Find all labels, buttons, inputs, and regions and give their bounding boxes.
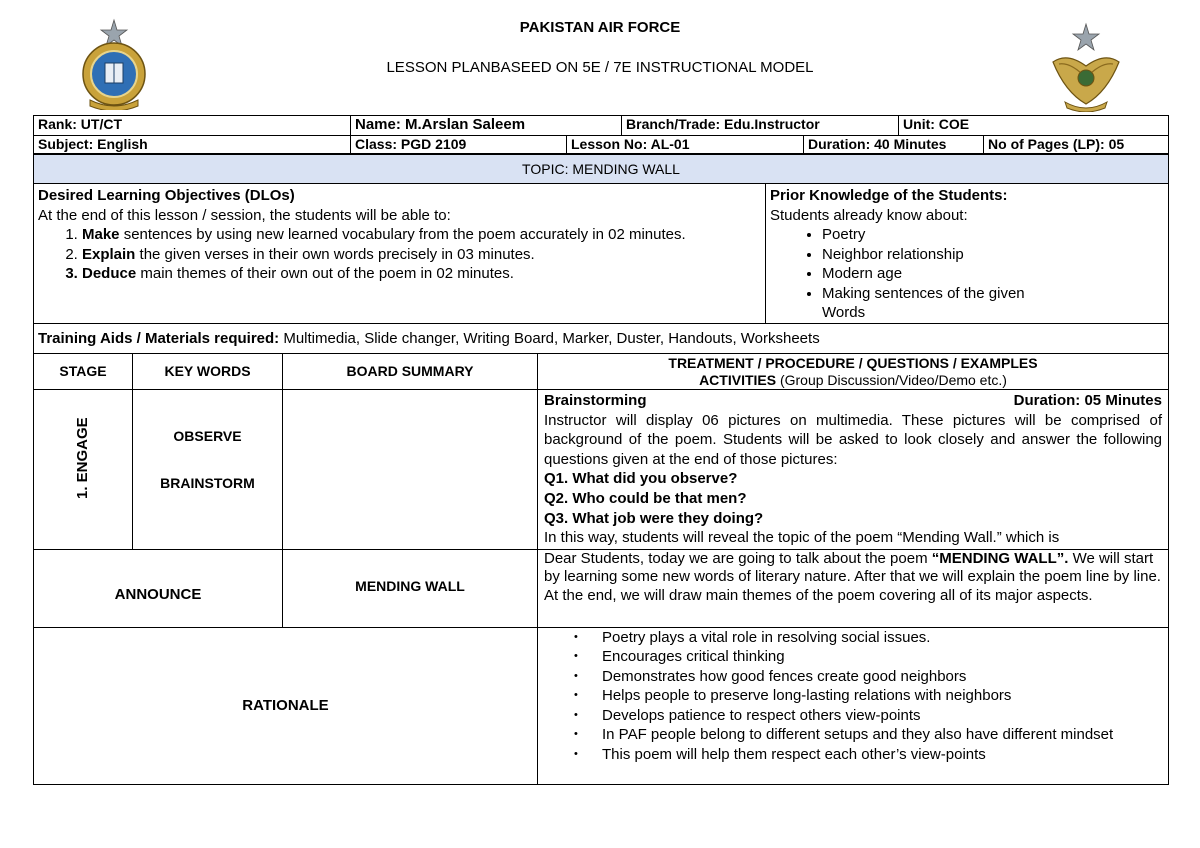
col-treatment: TREATMENT / PROCEDURE / QUESTIONS / EXAMPLES ACTIVITIES (Group Discussion/Video/Demo etc.)	[538, 354, 1169, 390]
question-1: Q1. What did you observe?	[544, 470, 738, 488]
prior-list	[770, 225, 1164, 323]
objectives-table	[33, 154, 1169, 354]
engage-stage-label: 1. ENGAGE	[74, 417, 91, 500]
dlo-list	[38, 225, 761, 284]
training-aids-cell	[34, 324, 1169, 354]
info-table	[33, 115, 1169, 154]
col-keywords: KEY WORDS	[133, 354, 283, 390]
keyword-brainstorm: BRAINSTORM	[160, 475, 255, 491]
rationale-label: RATIONALE	[34, 627, 538, 784]
rationale-cell	[538, 627, 1169, 784]
prior-item: • Neighbor relationship	[822, 245, 1164, 265]
rationale-list	[544, 628, 1162, 765]
dlo-intro: At the end of this lesson / session, the students will be able to:	[38, 206, 451, 224]
dlo-cell	[34, 184, 766, 324]
rank-cell: Rank: UT/CT	[34, 116, 351, 136]
duration-cell: Duration: 40 Minutes	[804, 136, 984, 154]
procedure-table	[33, 353, 1169, 785]
lesson-cell: Lesson No: AL-01	[567, 136, 804, 154]
pages-cell: No of Pages (LP): 05	[984, 136, 1169, 154]
engage-keywords-cell	[133, 390, 283, 550]
org-title: PAKISTAN AIR FORCE	[519, 19, 681, 36]
unit-cell: Unit: COE	[899, 116, 1169, 136]
topic-bar: TOPIC: MENDING WALL	[34, 155, 1169, 184]
poem-title: “MENDING WALL”.	[931, 549, 1069, 567]
rationale-item: • Poetry plays a vital role in resolving social issues.	[602, 628, 1162, 648]
engage-stage-cell	[34, 390, 133, 550]
question-3: Q3. What job were they doing?	[544, 509, 764, 527]
col-stage: STAGE	[34, 354, 133, 390]
rationale-item: • Helps people to preserve long-lasting relations with neighbors	[602, 686, 1162, 706]
prior-knowledge-cell	[766, 184, 1169, 324]
announce-board: MENDING WALL	[283, 549, 538, 627]
subject-cell: Subject: English	[34, 136, 351, 154]
rationale-item: • Develops patience to respect others view-points	[602, 706, 1162, 726]
engage-treatment-cell	[538, 390, 1169, 550]
name-cell: Name: M.Arslan Saleem	[351, 116, 622, 136]
question-2: Q2. Who could be that men?	[544, 489, 747, 507]
dlo-item: 2. Explain the given verses in their own words precisely in 03 minutes.	[82, 245, 761, 265]
dlo-item: 1. Make sentences by using new learned vocabulary from the poem accurately in 02 minutes.	[82, 225, 761, 245]
dlo-item: 3. Deduce main themes of their own out of the poem in 02 minutes.	[82, 264, 761, 284]
prior-item: • Poetry	[822, 225, 1164, 245]
prior-heading: Prior Knowledge of the Students:	[770, 187, 1008, 204]
prior-intro: Students already know about:	[770, 206, 968, 224]
class-cell: Class: PGD 2109	[351, 136, 567, 154]
announce-treatment-cell: Dear Students, today we are going to talk about the poem “MENDING WALL”. We will start by learning some new words of literary nature. After that we will explain the poem line by line. At the end, we will draw main themes of the poem covering all of its major aspects.	[538, 549, 1169, 627]
training-aids-label: Training Aids / Materials required:	[38, 330, 280, 347]
keyword-observe: OBSERVE	[173, 428, 242, 444]
branch-cell: Branch/Trade: Edu.Instructor	[622, 116, 899, 136]
dlo-heading: Desired Learning Objectives (DLOs)	[38, 187, 295, 204]
rationale-item: • This poem will help them respect each other’s view-points	[602, 745, 1162, 765]
engage-body: Instructor will display 06 pictures on multimedia. These pictures will be comprised of background of the poem. Students will be asked to look closely and answer the following questions given at the end of those pictures:	[544, 411, 1162, 468]
brainstorming-title: Brainstorming	[544, 392, 647, 409]
college-crest-icon	[76, 18, 152, 110]
prior-item: • Modern age	[822, 264, 1164, 284]
paf-eagle-crest-icon	[1047, 22, 1125, 112]
engage-board-cell	[283, 390, 538, 550]
prior-item: • Making sentences of the given Words	[822, 284, 1062, 323]
engage-duration: Duration: 05 Minutes	[1013, 392, 1162, 409]
rationale-item: • Encourages critical thinking	[602, 647, 1162, 667]
training-aids-text: Multimedia, Slide changer, Writing Board, Marker, Duster, Handouts, Worksheets	[279, 330, 820, 347]
announce-label: ANNOUNCE	[34, 549, 283, 627]
rationale-item: • Demonstrates how good fences create good neighbors	[602, 667, 1162, 687]
lesson-plan-title: LESSON PLANBASEED ON 5E / 7E INSTRUCTIONAL MODEL	[386, 59, 814, 76]
rationale-item: • In PAF people belong to different setups and they also have different mindset	[602, 725, 1122, 745]
engage-tail: In this way, students will reveal the topic of the poem “Mending Wall.” which is	[544, 529, 1060, 547]
col-board-summary: BOARD SUMMARY	[283, 354, 538, 390]
